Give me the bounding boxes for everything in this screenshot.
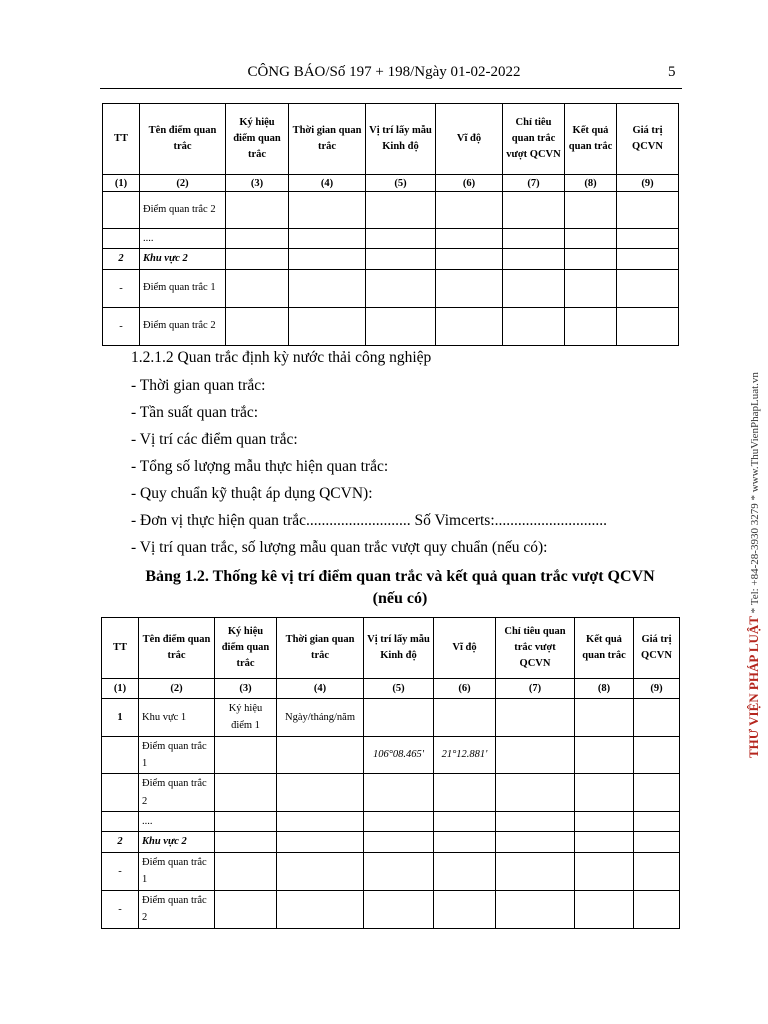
table-row xyxy=(102,699,680,737)
column-number: (8) xyxy=(575,679,634,699)
column-number: (2) xyxy=(139,679,215,699)
row-number: 2 xyxy=(103,249,140,269)
table-row xyxy=(103,307,679,345)
header-rule xyxy=(100,88,682,89)
point-name: Điểm quan trắc 2 xyxy=(139,890,215,928)
monitoring-table-2 xyxy=(101,617,680,929)
list-item: - Vị trí quan trắc, số lượng mẫu quan trắc vượt quy chuẩn (nếu có): xyxy=(131,539,548,556)
table-row xyxy=(102,890,680,928)
list-item: - Vị trí các điểm quan trắc: xyxy=(131,431,298,448)
area-name: Khu vực 2 xyxy=(139,832,215,852)
row-number: - xyxy=(103,307,140,345)
col-header: Tên điểm quan trắc xyxy=(139,618,215,679)
list-item: - Quy chuẩn kỹ thuật áp dụng QCVN): xyxy=(131,485,373,502)
row-number: 1 xyxy=(102,699,139,737)
table-row xyxy=(103,192,679,229)
gazette-header: CÔNG BÁO/Số 197 + 198/Ngày 01-02-2022 xyxy=(247,64,521,80)
table-row xyxy=(103,249,679,269)
column-number: (4) xyxy=(289,175,366,192)
col-header: Vĩ độ xyxy=(434,618,496,679)
row-number: - xyxy=(102,890,139,928)
row-number: - xyxy=(103,269,140,307)
col-header: Thời gian quan trắc xyxy=(277,618,364,679)
column-number-row xyxy=(103,175,679,192)
point-name: Điểm quan trắc 2 xyxy=(140,307,226,345)
row-number xyxy=(103,229,140,249)
table-caption-note: (nếu có) xyxy=(372,590,428,607)
col-header: Giá trị QCVN xyxy=(617,104,679,175)
column-number: (1) xyxy=(102,679,139,699)
table-row xyxy=(103,229,679,249)
area-name: Khu vực 1 xyxy=(139,699,215,737)
column-number: (7) xyxy=(503,175,565,192)
column-number: (9) xyxy=(617,175,679,192)
table-row xyxy=(102,852,680,890)
column-number: (6) xyxy=(434,679,496,699)
point-symbol: Ký hiệu điểm 1 xyxy=(215,699,277,737)
column-number: (3) xyxy=(215,679,277,699)
table-caption: Bảng 1.2. Thống kê vị trí điểm quan trắc và kết quả quan trắc vượt QCVN xyxy=(145,568,655,585)
table-header-row xyxy=(103,104,679,175)
row-number: - xyxy=(102,852,139,890)
page-number: 5 xyxy=(668,64,676,80)
list-item: - Tần suất quan trắc: xyxy=(131,404,259,421)
col-header: Vị trí lấy mẫu Kinh độ xyxy=(364,618,434,679)
column-number: (1) xyxy=(103,175,140,192)
col-header: Vị trí lấy mẫu Kinh độ xyxy=(366,104,436,175)
column-number: (4) xyxy=(277,679,364,699)
col-header: Giá trị QCVN xyxy=(634,618,680,679)
point-name: Điểm quan trắc 2 xyxy=(139,774,215,812)
col-header: TT xyxy=(103,104,140,175)
point-name: Điểm quan trắc 1 xyxy=(139,852,215,890)
column-number-row xyxy=(102,679,680,699)
column-number: (5) xyxy=(364,679,434,699)
col-header: Chỉ tiêu quan trắc vượt QCVN xyxy=(503,104,565,175)
watermark-contact: * Tel: +84-28-3930 3279 * www.ThuVienPhapLuat.vn xyxy=(749,372,761,614)
column-number: (2) xyxy=(140,175,226,192)
list-item: - Tổng số lượng mẫu thực hiện quan trắc: xyxy=(131,458,389,475)
column-number: (8) xyxy=(565,175,617,192)
col-header: Tên điểm quan trắc xyxy=(140,104,226,175)
column-number: (9) xyxy=(634,679,680,699)
list-item: - Thời gian quan trắc: xyxy=(131,377,266,394)
point-name: Điểm quan trắc 1 xyxy=(140,269,226,307)
table-row xyxy=(103,269,679,307)
column-number: (7) xyxy=(496,679,575,699)
watermark-brand: THƯ VIỆN PHÁP LUẬT xyxy=(746,616,761,758)
col-header: Vĩ độ xyxy=(436,104,503,175)
longitude: 106°08.465' xyxy=(364,736,434,774)
table-row xyxy=(102,832,680,852)
latitude: 21°12.881' xyxy=(434,736,496,774)
col-header: Ký hiệu điểm quan trắc xyxy=(215,618,277,679)
row-number xyxy=(102,811,139,831)
table-row xyxy=(102,736,680,774)
table-row xyxy=(102,774,680,812)
watermark xyxy=(746,372,762,758)
point-name: Điểm quan trắc 1 xyxy=(139,736,215,774)
table-header-row xyxy=(102,618,680,679)
row-number: 2 xyxy=(102,832,139,852)
section-heading: 1.2.1.2 Quan trắc định kỳ nước thải công nghiệp xyxy=(131,349,432,366)
row-number xyxy=(102,774,139,812)
point-name: .... xyxy=(140,229,226,249)
monitoring-time: Ngày/tháng/năm xyxy=(277,699,364,737)
row-number xyxy=(103,192,140,229)
col-header: Chỉ tiêu quan trắc vượt QCVN xyxy=(496,618,575,679)
column-number: (6) xyxy=(436,175,503,192)
point-name: Điểm quan trắc 2 xyxy=(140,192,226,229)
column-number: (5) xyxy=(366,175,436,192)
point-name: .... xyxy=(139,811,215,831)
col-header: Kết quả quan trắc xyxy=(575,618,634,679)
col-header: Thời gian quan trắc xyxy=(289,104,366,175)
list-item: - Đơn vị thực hiện quan trắc........................... Số Vimcerts:............................. xyxy=(131,512,608,529)
col-header: Kết quả quan trắc xyxy=(565,104,617,175)
column-number: (3) xyxy=(226,175,289,192)
monitoring-table-1 xyxy=(102,103,679,346)
table-row xyxy=(102,811,680,831)
col-header: Ký hiệu điểm quan trắc xyxy=(226,104,289,175)
col-header: TT xyxy=(102,618,139,679)
area-name: Khu vực 2 xyxy=(140,249,226,269)
